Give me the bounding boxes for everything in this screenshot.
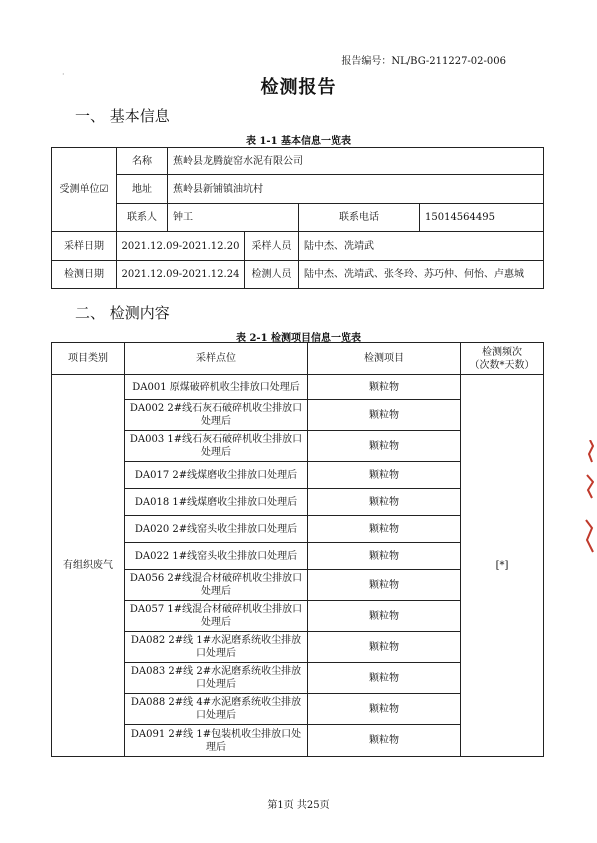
sampler-label: 采样人员 bbox=[245, 232, 299, 261]
frequency-cell: [*] bbox=[461, 375, 544, 757]
test-item-cell: 颗粒物 bbox=[308, 725, 461, 757]
sampling-point-cell: DA017 2#线煤磨收尘排放口处理后 bbox=[125, 462, 308, 489]
phone-label: 联系电话 bbox=[299, 204, 420, 232]
sample-date-value: 2021.12.09-2021.12.20 bbox=[117, 232, 245, 261]
section-heading-basic-info: 一、 基本信息 bbox=[75, 107, 170, 125]
name-label: 名称 bbox=[117, 148, 168, 175]
header-frequency: 检测频次 （次数*天数） bbox=[461, 343, 544, 375]
test-item-cell: 颗粒物 bbox=[308, 375, 461, 400]
name-value: 蕉岭县龙腾旋窑水泥有限公司 bbox=[168, 148, 544, 175]
test-item-cell: 颗粒物 bbox=[308, 543, 461, 570]
table-caption-basic-info: 表 1-1 基本信息一览表 bbox=[245, 136, 352, 147]
sampling-point-cell: DA088 2#线 4#水泥磨系统收尘排放口处理后 bbox=[125, 694, 308, 725]
header-point: 采样点位 bbox=[125, 343, 308, 375]
test-item-cell: 颗粒物 bbox=[308, 516, 461, 543]
sampler-value: 陆中杰、冼靖武 bbox=[299, 232, 544, 261]
test-item-cell: 颗粒物 bbox=[308, 632, 461, 663]
category-cell: 有组织废气 bbox=[52, 375, 125, 757]
phone-value: 15014564495 bbox=[420, 204, 544, 232]
sampling-point-cell: DA091 2#线 1#包装机收尘排放口处理后 bbox=[125, 725, 308, 757]
page-footer: 第1页 共25页 bbox=[267, 800, 330, 811]
contact-label: 联系人 bbox=[117, 204, 168, 232]
header-category: 项目类别 bbox=[52, 343, 125, 375]
sampling-point-cell: DA022 1#线窑头收尘排放口处理后 bbox=[125, 543, 308, 570]
sampling-point-cell: DA003 1#线石灰石破碎机收尘排放口处理后 bbox=[125, 431, 308, 462]
test-item-cell: 颗粒物 bbox=[308, 400, 461, 431]
contact-value: 钟工 bbox=[168, 204, 299, 232]
header-item: 检测项目 bbox=[308, 343, 461, 375]
test-date-value: 2021.12.09-2021.12.24 bbox=[117, 261, 245, 289]
client-label: 受测单位☑ bbox=[52, 148, 117, 232]
test-item-cell: 颗粒物 bbox=[308, 663, 461, 694]
page-title: 检测报告 bbox=[260, 77, 337, 98]
test-date-label: 检测日期 bbox=[52, 261, 117, 289]
sampling-point-cell: DA018 1#线煤磨收尘排放口处理后 bbox=[125, 489, 308, 516]
test-item-cell: 颗粒物 bbox=[308, 694, 461, 725]
sampling-point-cell: DA056 2#线混合材破碎机收尘排放口处理后 bbox=[125, 570, 308, 601]
sampling-point-cell: DA002 2#线石灰石破碎机收尘排放口处理后 bbox=[125, 400, 308, 431]
test-item-cell: 颗粒物 bbox=[308, 489, 461, 516]
sampling-point-cell: DA020 2#线窑头收尘排放口处理后 bbox=[125, 516, 308, 543]
address-label: 地址 bbox=[117, 175, 168, 204]
table-row bbox=[52, 375, 544, 400]
test-items-table bbox=[51, 342, 544, 757]
tester-label: 检测人员 bbox=[245, 261, 299, 289]
test-item-cell: 颗粒物 bbox=[308, 431, 461, 462]
basic-info-table bbox=[51, 147, 544, 289]
red-stamp-edge bbox=[584, 440, 594, 560]
sampling-point-cell: DA083 2#线 2#水泥磨系统收尘排放口处理后 bbox=[125, 663, 308, 694]
test-item-cell: 颗粒物 bbox=[308, 601, 461, 632]
section-heading-test-content: 二、 检测内容 bbox=[75, 304, 170, 322]
tester-value: 陆中杰、冼靖武、张冬玲、苏巧仲、何怡、卢惠城 bbox=[299, 261, 544, 289]
address-value: 蕉岭县新铺镇油坑村 bbox=[168, 175, 544, 204]
margin-mark: · bbox=[62, 70, 65, 79]
report-number: 报告编号：NL/BG-211227-02-006 bbox=[341, 56, 506, 67]
sampling-point-cell: DA001 原煤破碎机收尘排放口处理后 bbox=[125, 375, 308, 400]
sampling-point-cell: DA082 2#线 1#水泥磨系统收尘排放口处理后 bbox=[125, 632, 308, 663]
test-item-cell: 颗粒物 bbox=[308, 570, 461, 601]
sampling-point-cell: DA057 1#线混合材破碎机收尘排放口处理后 bbox=[125, 601, 308, 632]
test-item-cell: 颗粒物 bbox=[308, 462, 461, 489]
table-caption-test-items: 表 2-1 检测项目信息一览表 bbox=[235, 333, 362, 344]
sample-date-label: 采样日期 bbox=[52, 232, 117, 261]
